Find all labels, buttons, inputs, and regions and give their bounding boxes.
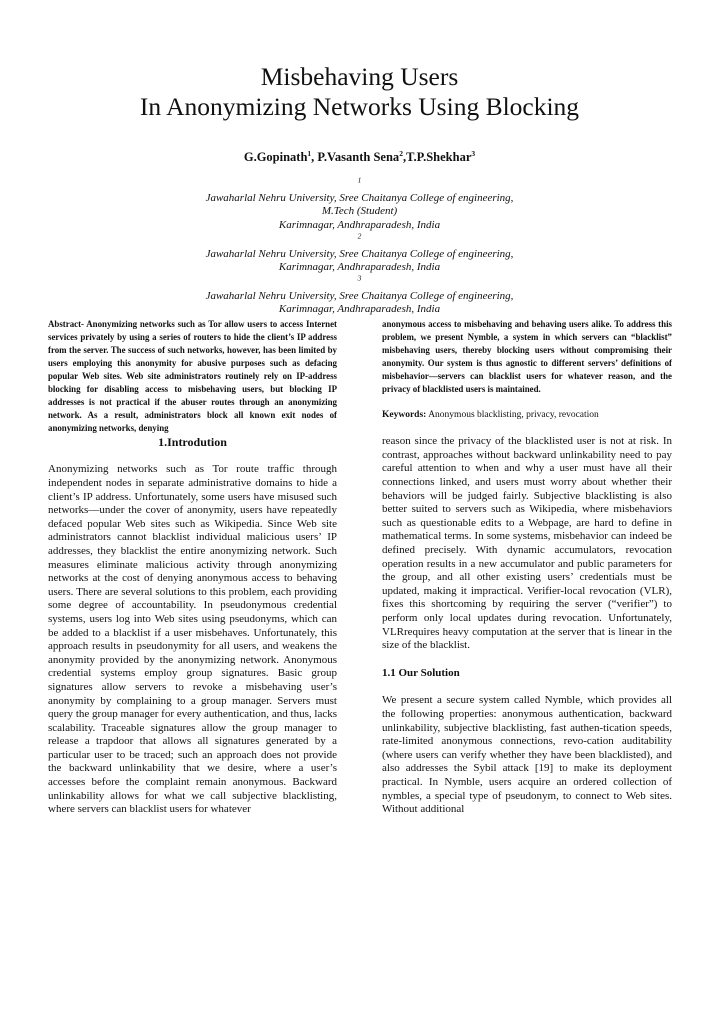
affiliation-line: Jawaharlal Nehru University, Sree Chaitanya College of engineering, [205, 191, 514, 204]
section-heading-our-solution: 1.1 Our Solution [382, 666, 460, 679]
author-mark: 1 [307, 148, 312, 158]
author-name: T.P.Shekhar [406, 150, 472, 164]
affiliation-1 [0, 175, 719, 232]
keywords-list: Anonymous blacklisting, privacy, revocation [428, 410, 599, 421]
abstract-text: Abstract- Anonymizing networks such as Tor allow users to access Internet services privately by using a series of routers to hide the client’s IP address from the server. The success of such networks, however, has been limited by users employing this anonymity for abusive purposes such as defacing popular Web sites. Web site administrators routinely rely on IP-address blocking for disabling access to misbehaving users, but blocking IP addresses is not practical if the abuser routes through an anonymizing network. As a result, administrators block all known exit nodes of anonymizing networks, denying [48, 319, 337, 434]
affiliation-3 [0, 273, 719, 317]
keywords [382, 409, 672, 422]
affiliation-line: Jawaharlal Nehru University, Sree Chaitanya College of engineering, [205, 289, 514, 302]
introduction-text: Anonymizing networks such as Tor route traffic through independent nodes in separate administrative domains to hide a client’s IP address. Unfortunately, some users have misused such networks—under the cover of anonymity, users have repeatedly defaced popular Web sites such as Wikipedia. Since Web site administrators cannot blacklist individual malicious users’ IP addresses, they blacklist the entire anonymizing network. Such measures eliminate malicious activity through anonymizing networks at the cost of denying anonymous access to behaving users. There are several solutions to this problem, each providing some degree of accountability. In pseudonymous credential systems, users log into Web sites using pseudonyms, which can be added to a blacklist if a user misbehaves. Unfortunately, this approach results in pseudonymity for all users, and weakens the anonymity provided by the anonymizing network. Anonymous credential systems employ group signatures. Basic group signatures allow servers to revoke a misbehaving user’s anonymity by complaining to a group manager. Servers must query the group manager for every authentication, and thus, lacks scalability. Traceable signatures allow the group manager to release a trapdoor that allows all signatures generated by a particular user to be traced; such an approach does not provide the backward unlinkability that we desire, where a user’s accesses before the complaint remain anonymous. Backward unlinkability allows for what we call subjective blacklisting, where servers can blacklist users for whatever [48, 463, 337, 816]
author-mark: 2 [399, 148, 403, 158]
title-line-2: In Anonymizing Networks Using Blocking [139, 92, 580, 121]
author-separator: , [402, 150, 407, 164]
right-column [382, 318, 672, 817]
title-line-1: Misbehaving Users [260, 62, 459, 91]
affiliation-line: Karimnagar, Andhraparadesh, India [278, 218, 441, 231]
author-name: G.Gopinath [243, 150, 308, 164]
author-list [0, 149, 719, 165]
affiliation-line: Jawaharlal Nehru University, Sree Chaitanya College of engineering, [205, 247, 514, 260]
affiliation-line: Karimnagar, Andhraparadesh, India [278, 303, 441, 316]
affiliation-mark: 3 [357, 273, 362, 283]
section-heading-introduction: 1.Introdution [158, 435, 227, 450]
affiliation-mark: 2 [357, 231, 362, 241]
abstract-text-continued: anonymous access to misbehaving and behaving users alike. To address this problem, we present Nymble, a system in which servers can “blacklist” misbehaving users, thereby blocking users without compromising their anonymity. Our system is thus agnostic to different servers’ definitions of misbehavior—servers can blacklist users for whatever reason, and the privacy of blacklisted users is maintained. [382, 319, 672, 395]
introduction-text-continued: reason since the privacy of the blacklisted user is not at risk. In contrast, approaches without backward unlinkability need to pay careful attention to when and why a user must have all their connections linked, and users must worry about whether their behaviors will be judged fairly. Subjective blacklisting is also better suited to servers such as Wikipedia, where misbehaviors such as questionable edits to a Webpage, are hard to define in mathematical terms. In some systems, misbehavior can indeed be defined precisely. With dynamic accumulators, revocation operation results in a new accumulator and public parameters for the group, and all other existing users’ credentials must be updated, making it impractical. Verifier-local revocation (VLR), fixes this shortcoming by requiring the server (“verifier”) to perform only local updates during revocation. Unfortunately, VLRrequires heavy computation at the server that is linear in the size of the blacklist. [382, 435, 672, 652]
author-name: P.Vasanth Sena [317, 150, 400, 164]
author-mark: 3 [471, 148, 476, 158]
our-solution-text: We present a secure system called Nymble, which provides all the following properties: anonymous authentication, backward unlinkability, subjective blacklisting, fast authen-tication speeds, rate-limited anonymous connections, revo-cation auditability (where users can verify whether they have been blacklisted), and also addresses the Sybil attack [19] to make its deployment practical. In Nymble, users acquire an ordered collection of nymbles, a special type of pseudonym, to connect to Web sites. Without additional [382, 694, 672, 816]
left-column [48, 318, 337, 817]
affiliation-2 [0, 231, 719, 275]
author-separator: , [311, 150, 318, 164]
paper-title [0, 62, 719, 122]
affiliation-line: M.Tech (Student) [321, 205, 398, 218]
affiliation-line: Karimnagar, Andhraparadesh, India [278, 261, 441, 274]
affiliation-mark: 1 [357, 175, 362, 185]
keywords-label: Keywords: [382, 410, 427, 421]
